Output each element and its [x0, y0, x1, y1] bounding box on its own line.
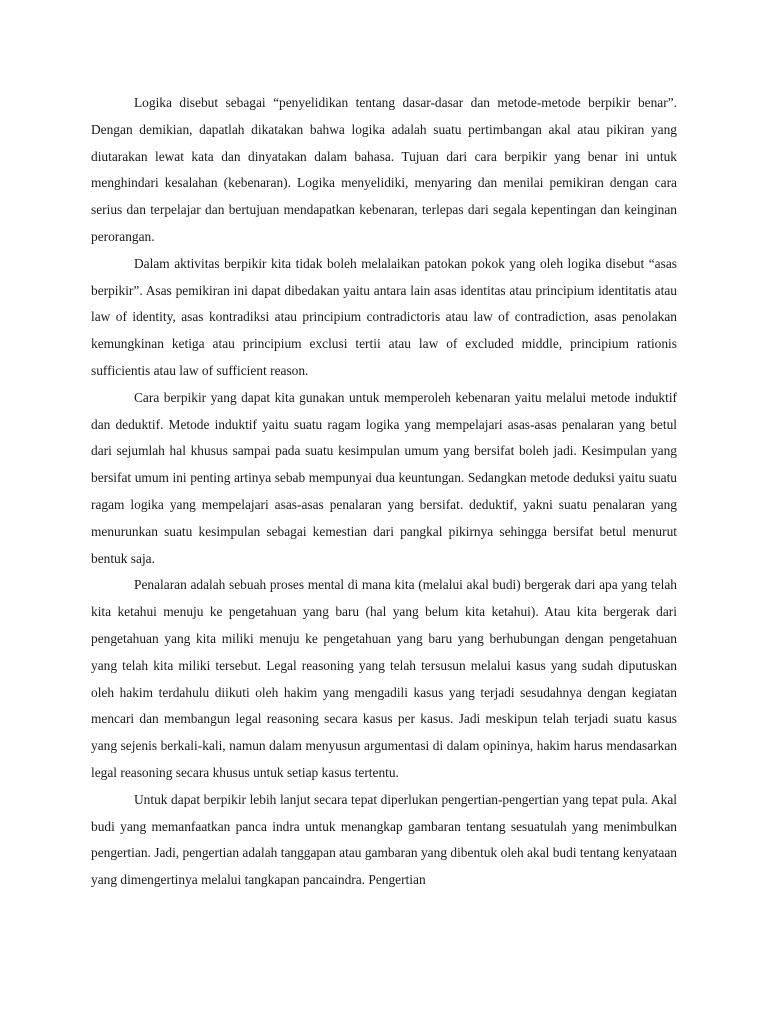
paragraph-induktif-deduktif: Cara berpikir yang dapat kita gunakan untuk memperoleh kebenaran yaitu melalui metode induktif dan deduktif. Metode induktif yaitu suatu ragam logika yang mempelajari asas-asas penalaran yang betul dari sejumlah hal khusus sampai pada suatu kesimpulan umum yang bersifat boleh jadi. Kesimpulan yang bersifat umum ini penting artinya sebab mempunyai dua keuntungan. Sedangkan metode deduksi yaitu suatu ragam logika yang mempelajari asas-asas penalaran yang bersifat. deduktif, yakni suatu penalaran yang menurunkan suatu kesimpulan sebagai kemestian dari pangkal pikirnya sehingga bersifat betul menurut bentuk saja.	[91, 389, 677, 566]
paragraph-pengertian: Untuk dapat berpikir lebih lanjut secara tepat diperlukan pengertian-pengertian yang tepat pula. Akal budi yang memanfaatkan panca indra untuk menangkap gambaran tentang sesuatulah yang menimbulkan pengertian. Jadi, pengertian adalah tanggapan atau gambaran yang dibentuk oleh akal budi tentang kenyataan yang dimengertinya melalui tangkapan pancaindra. Pengertian	[91, 791, 677, 888]
document-body	[91, 90, 677, 894]
paragraph-logika-definition: Logika disebut sebagai “penyelidikan tentang dasar-dasar dan metode-metode berpikir benar”. Dengan demikian, dapatlah dikatakan bahwa logika adalah suatu pertimbangan akal atau pikiran yang diutarakan lewat kata dan dinyatakan dalam bahasa. Tujuan dari cara berpikir yang benar ini untuk menghindari kesalahan (kebenaran). Logika menyelidiki, menyaring dan menilai pemikiran dengan cara serius dan terpelajar dan bertujuan mendapatkan kebenaran, terlepas dari segala kepentingan dan keinginan perorangan.	[91, 95, 677, 244]
paragraph-asas-berpikir: Dalam aktivitas berpikir kita tidak boleh melalaikan patokan pokok yang oleh logika disebut “asas berpikir”. Asas pemikiran ini dapat dibedakan yaitu antara lain asas identitas atau principium identitatis atau law of identity, asas kontradiksi atau principium contradictoris atau law of contradiction, asas penolakan kemungkinan ketiga atau principium exclusi tertii atau law of excluded middle, principium rationis sufficientis atau law of sufficient reason.	[91, 255, 677, 378]
paragraph-penalaran: Penalaran adalah sebuah proses mental di mana kita (melalui akal budi) bergerak dari apa yang telah kita ketahui menuju ke pengetahuan yang baru (hal yang belum kita ketahui). Atau kita bergerak dari pengetahuan yang kita miliki menuju ke pengetahuan yang baru yang berhubungan dengan pengetahuan yang telah kita miliki tersebut. Legal reasoning yang telah tersusun melalui kasus yang sudah diputuskan oleh hakim terdahulu diikuti oleh hakim yang mengadili kasus yang terjadi sesudahnya dengan kegiatan mencari dan membangun legal reasoning secara kasus per kasus. Jadi meskipun telah terjadi suatu kasus yang sejenis berkali-kali, namun dalam menyusun argumentasi di dalam opininya, hakim harus mendasarkan legal reasoning secara khusus untuk setiap kasus tertentu.	[91, 577, 677, 780]
